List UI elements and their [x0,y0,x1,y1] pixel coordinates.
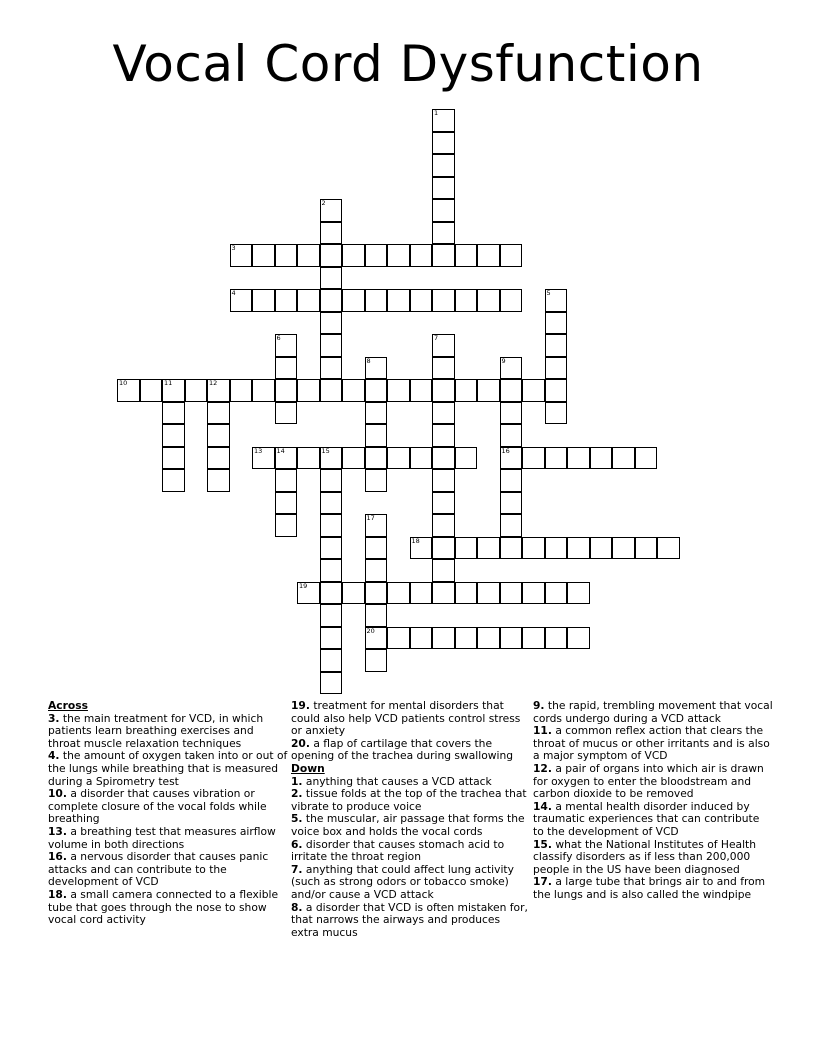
clue-item [291,700,531,738]
clue-item [48,826,288,851]
grid-cell[interactable] [477,537,500,560]
grid-cell[interactable] [500,469,523,492]
clue-item [291,902,531,940]
grid-cell[interactable] [320,537,343,560]
grid-cell[interactable] [455,582,478,605]
grid-cell[interactable] [545,334,568,357]
grid-cell[interactable] [432,447,455,470]
grid-cell[interactable] [455,537,478,560]
grid-cell[interactable] [162,379,185,402]
down-header: Down [291,761,325,775]
grid-cell[interactable] [432,199,455,222]
grid-cell[interactable] [432,582,455,605]
grid-cell[interactable] [567,582,590,605]
clue-number: 17 [366,514,375,522]
grid-cell[interactable] [320,469,343,492]
clue-text: the amount of oxygen taken into or out of the lungs while breathing that is measured during a Spirometry test [48,749,288,788]
grid-cell[interactable] [590,537,613,560]
clue-text: anything that causes a VCD attack [305,774,492,788]
clue-item [291,839,531,864]
clue-number-label: 8. [291,900,303,914]
grid-cell[interactable] [117,379,140,402]
clues-column-2 [291,700,531,939]
grid-cell[interactable] [230,244,253,267]
clue-item [291,864,531,902]
clue-number-label: 20. [291,736,310,750]
grid-cell[interactable] [207,447,230,470]
clues-column-3 [533,700,773,902]
grid-cell[interactable] [140,379,163,402]
grid-cell[interactable] [365,627,388,650]
clue-number-label: 15. [533,837,552,851]
grid-cell[interactable] [432,109,455,132]
clue-item [48,889,288,927]
grid-cell[interactable] [455,447,478,470]
grid-cell[interactable] [590,447,613,470]
clue-number: 10 [119,379,128,387]
grid-cell[interactable] [365,469,388,492]
grid-cell[interactable] [500,424,523,447]
grid-cell[interactable] [297,447,320,470]
grid-cell[interactable] [522,537,545,560]
clue-number-label: 17. [533,875,552,889]
grid-cell[interactable] [545,582,568,605]
grid-cell[interactable] [432,177,455,200]
grid-cell[interactable] [207,402,230,425]
grid-cell[interactable] [320,199,343,222]
grid-cell[interactable] [500,492,523,515]
grid-cell[interactable] [500,627,523,650]
grid-cell[interactable] [387,244,410,267]
grid-cell[interactable] [635,537,658,560]
grid-cell[interactable] [432,334,455,357]
clue-number: 12 [209,379,218,387]
grid-cell[interactable] [522,447,545,470]
clue-text: a small camera connected to a flexible tube that goes through the nose to show vocal cord activity [48,887,279,927]
grid-cell[interactable] [320,357,343,380]
clue-number: 4 [231,289,236,297]
grid-cell[interactable] [432,469,455,492]
grid-cell[interactable] [275,357,298,380]
clue-number-label: 1. [291,774,303,788]
grid-cell[interactable] [522,582,545,605]
grid-cell[interactable] [432,379,455,402]
grid-cell[interactable] [455,289,478,312]
grid-cell[interactable] [365,424,388,447]
clue-number-label: 7. [291,862,303,876]
grid-cell[interactable] [342,447,365,470]
grid-cell[interactable] [162,469,185,492]
grid-cell[interactable] [500,514,523,537]
clue-number: 16 [501,446,510,455]
clue-text: a pair of organs into which air is drawn for oxygen to enter the bloodstream and carbon dioxide to be removed [533,761,764,801]
grid-cell[interactable] [342,582,365,605]
clue-number-label: 5. [291,812,303,826]
grid-cell[interactable] [545,289,568,312]
grid-cell[interactable] [455,379,478,402]
grid-cell[interactable] [387,582,410,605]
clue-text: the main treatment for VCD, in which patients learn breathing exercises and throat muscle relaxation techniques [48,711,264,750]
clue-number: 8 [366,356,371,365]
grid-cell[interactable] [567,537,590,560]
grid-cell[interactable] [320,447,343,470]
clue-number: 6 [276,334,281,342]
grid-cell[interactable] [500,379,523,402]
grid-cell[interactable] [365,604,388,627]
grid-cell[interactable] [320,244,343,267]
grid-cell[interactable] [432,402,455,425]
grid-cell[interactable] [320,559,343,582]
clue-number: 19 [299,581,308,590]
grid-cell[interactable] [410,244,433,267]
grid-cell[interactable] [387,627,410,650]
clue-text: a mental health disorder induced by traumatic experiences that can contribute to the development of VCD [533,799,760,838]
grid-cell[interactable] [275,334,298,357]
grid-cell[interactable] [320,334,343,357]
grid-cell[interactable] [207,469,230,492]
clue-number-label: 18. [48,887,67,901]
grid-cell[interactable] [432,357,455,380]
grid-cell[interactable] [432,154,455,177]
clue-item [533,839,773,877]
grid-cell[interactable] [432,559,455,582]
grid-cell[interactable] [275,447,298,470]
clue-number: 11 [164,379,173,387]
clue-number: 14 [276,446,285,455]
clue-item [533,876,773,901]
grid-cell[interactable] [477,627,500,650]
grid-cell[interactable] [522,627,545,650]
grid-cell[interactable] [365,244,388,267]
grid-cell[interactable] [275,514,298,537]
grid-cell[interactable] [567,627,590,650]
grid-cell[interactable] [365,289,388,312]
grid-cell[interactable] [320,672,343,695]
grid-cell[interactable] [320,649,343,672]
clue-item [291,788,531,813]
clue-item [533,801,773,839]
grid-cell[interactable] [410,379,433,402]
grid-cell[interactable] [207,424,230,447]
grid-cell[interactable] [432,132,455,155]
clue-text: a flap of cartilage that covers the opening of the trachea during swallowing [291,736,514,763]
clue-item [48,750,288,788]
grid-cell[interactable] [477,289,500,312]
grid-cell[interactable] [365,514,388,537]
puzzle-title: Vocal Cord Dysfunction [112,35,704,93]
grid-cell[interactable] [342,244,365,267]
clue-number: 13 [254,446,263,455]
clue-number: 2 [321,199,326,207]
grid-cell[interactable] [342,289,365,312]
clue-text: a breathing test that measures airflow volume in both directions [48,824,276,851]
grid-cell[interactable] [185,379,208,402]
across-header: Across [48,699,88,712]
grid-cell[interactable] [365,357,388,380]
grid-cell[interactable] [252,447,275,470]
clue-number-label: 11. [533,724,552,738]
grid-cell[interactable] [410,537,433,560]
grid-cell[interactable] [252,379,275,402]
grid-cell[interactable] [500,289,523,312]
clue-number: 3 [231,244,236,252]
grid-cell[interactable] [500,357,523,380]
grid-cell[interactable] [297,244,320,267]
clue-number: 7 [434,334,439,342]
grid-cell[interactable] [432,424,455,447]
clue-text: a nervous disorder that causes panic attacks and can contribute to the development of VCD [48,850,269,889]
grid-cell[interactable] [297,289,320,312]
grid-cell[interactable] [612,447,635,470]
grid-cell[interactable] [320,627,343,650]
grid-cell[interactable] [342,379,365,402]
grid-cell[interactable] [275,289,298,312]
clue-text: a disorder that causes vibration or complete closure of the vocal folds while breathing [48,787,267,826]
grid-cell[interactable] [162,447,185,470]
clue-text: a common reflex action that clears the throat of mucus or other irritants and is also a major symptom of VCD [533,724,770,763]
grid-cell[interactable] [500,402,523,425]
clue-item [48,851,288,889]
grid-cell[interactable] [432,289,455,312]
clue-number: 20 [366,626,375,635]
clue-number-label: 9. [533,699,545,712]
clue-number-label: 13. [48,824,67,838]
grid-cell[interactable] [275,379,298,402]
grid-cell[interactable] [455,244,478,267]
clue-text: disorder that causes stomach acid to irritate the throat region [291,837,505,864]
grid-cell[interactable] [252,289,275,312]
grid-cell[interactable] [545,312,568,335]
clue-number-label: 10. [48,787,67,801]
clue-number-label: 14. [533,799,552,813]
clue-text: anything that could affect lung activity (such as strong odors or tobacco smoke) and/or cause a VCD attack [291,862,514,901]
grid-cell[interactable] [162,424,185,447]
grid-cell[interactable] [252,244,275,267]
grid-cell[interactable] [410,627,433,650]
clue-number: 5 [546,289,551,297]
grid-cell[interactable] [432,492,455,515]
grid-cell[interactable] [387,289,410,312]
grid-cell[interactable] [297,582,320,605]
grid-cell[interactable] [275,492,298,515]
grid-cell[interactable] [387,379,410,402]
clue-item [533,725,773,763]
clue-item [533,763,773,801]
clue-number-label: 12. [533,761,552,775]
grid-cell[interactable] [365,379,388,402]
clue-number-label: 3. [48,711,60,725]
clue-text: what the National Institutes of Health classify disorders as if less than 200,000 people in the US have been diagnosed [533,837,757,876]
grid-cell[interactable] [275,469,298,492]
clue-item [48,788,288,826]
grid-cell[interactable] [500,537,523,560]
clue-number: 15 [321,446,330,455]
clue-number: 1 [434,109,439,117]
clue-number-label: 6. [291,837,303,851]
grid-cell[interactable] [432,627,455,650]
clue-number: 18 [411,536,420,545]
clue-item [48,713,288,751]
clue-number-label: 4. [48,749,60,763]
grid-cell[interactable] [455,627,478,650]
grid-cell[interactable] [432,244,455,267]
grid-cell[interactable] [230,379,253,402]
grid-cell[interactable] [297,379,320,402]
clue-number-label: 19. [291,699,310,712]
clue-item [291,738,531,763]
grid-cell[interactable] [432,537,455,560]
clue-text: a disorder that VCD is often mistaken for, that narrows the airways and produces extra mucus [291,900,528,939]
grid-cell[interactable] [612,537,635,560]
grid-cell[interactable] [545,402,568,425]
grid-cell[interactable] [207,379,230,402]
grid-cell[interactable] [320,289,343,312]
grid-cell[interactable] [320,379,343,402]
grid-cell[interactable] [365,447,388,470]
clue-text: the rapid, trembling movement that vocal cords undergo during a VCD attack [533,699,773,725]
grid-cell[interactable] [365,559,388,582]
grid-cell[interactable] [365,402,388,425]
grid-cell[interactable] [545,537,568,560]
clue-number-label: 16. [48,850,67,864]
grid-cell[interactable] [522,379,545,402]
grid-cell[interactable] [320,267,343,290]
grid-cell[interactable] [635,447,658,470]
grid-cell[interactable] [567,447,590,470]
grid-cell[interactable] [320,514,343,537]
clue-text: tissue folds at the top of the trachea that vibrate to produce voice [291,787,527,813]
grid-cell[interactable] [657,537,680,560]
grid-cell[interactable] [432,514,455,537]
grid-cell[interactable] [545,447,568,470]
clue-number: 9 [501,356,506,365]
grid-cell[interactable] [365,582,388,605]
clue-text: the muscular, air passage that forms the voice box and holds the vocal cords [291,812,525,838]
grid-cell[interactable] [365,649,388,672]
grid-cell[interactable] [545,627,568,650]
grid-cell[interactable] [500,244,523,267]
grid-cell[interactable] [365,537,388,560]
clue-text: treatment for mental disorders that could also help VCD patients control stress or anxiety [291,699,521,738]
grid-cell[interactable] [275,402,298,425]
grid-cell[interactable] [410,289,433,312]
grid-cell[interactable] [477,244,500,267]
grid-cell[interactable] [432,222,455,245]
grid-cell[interactable] [275,244,298,267]
grid-cell[interactable] [320,582,343,605]
grid-cell[interactable] [320,604,343,627]
clue-item [533,700,773,725]
grid-cell[interactable] [545,379,568,402]
grid-cell[interactable] [500,447,523,470]
grid-cell[interactable] [477,582,500,605]
grid-cell[interactable] [500,582,523,605]
grid-cell[interactable] [162,402,185,425]
grid-cell[interactable] [320,222,343,245]
clues-column-1 [48,700,288,927]
grid-cell[interactable] [320,492,343,515]
grid-cell[interactable] [230,289,253,312]
grid-cell[interactable] [545,357,568,380]
clue-item [291,813,531,838]
grid-cell[interactable] [387,447,410,470]
grid-cell[interactable] [410,447,433,470]
grid-cell[interactable] [320,312,343,335]
grid-cell[interactable] [410,582,433,605]
clue-text: a large tube that brings air to and from the lungs and is also called the windpipe [533,875,766,901]
grid-cell[interactable] [477,379,500,402]
clue-number-label: 2. [291,787,303,801]
